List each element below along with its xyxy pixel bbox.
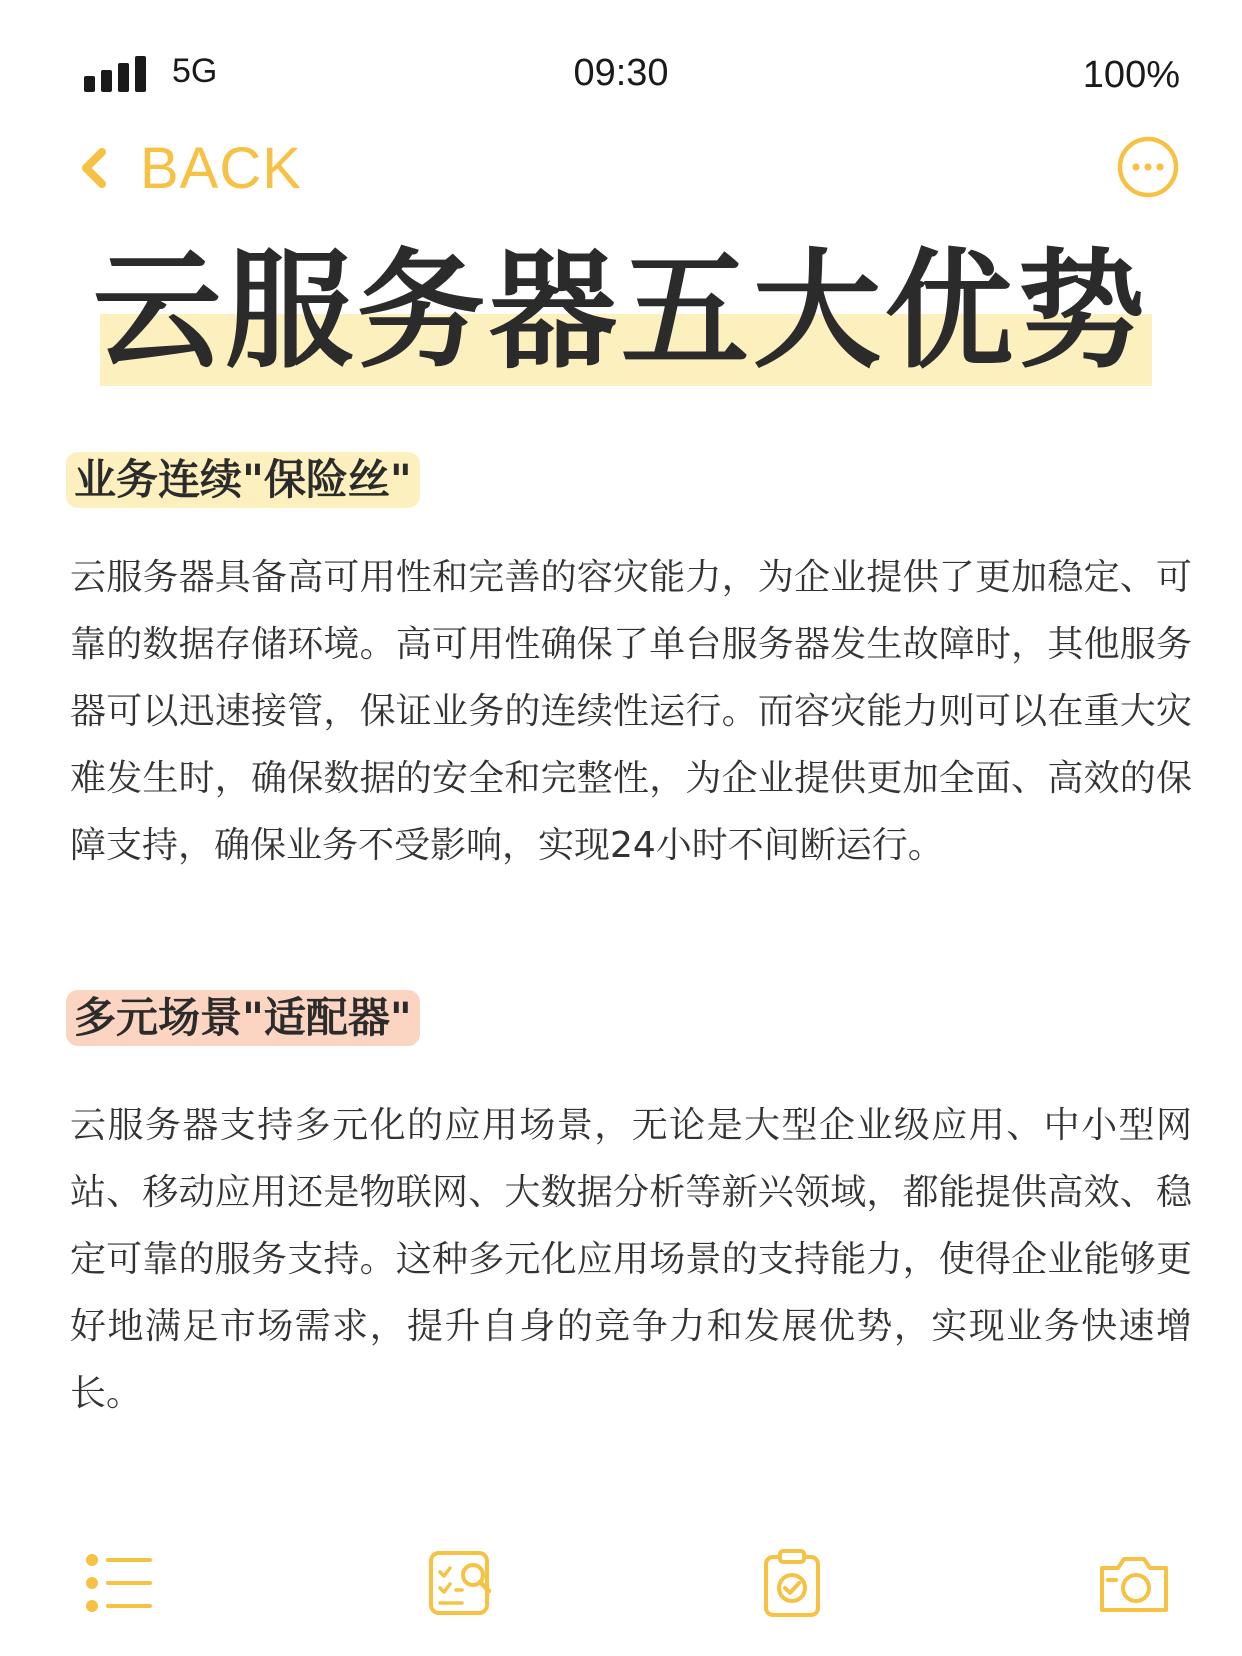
more-horizontal-icon[interactable] [1116, 135, 1180, 199]
back-button[interactable] [76, 128, 302, 208]
battery-level: 100% [1082, 54, 1180, 96]
section-heading-multi-scenario: 多元场景"适配器" [66, 990, 420, 1046]
section-heading-business-continuity: 业务连续"保险丝" [66, 452, 420, 508]
nav-bar [0, 128, 1242, 208]
status-time: 09:30 [573, 52, 669, 94]
checklist-search-icon[interactable] [428, 1548, 494, 1618]
status-bar [0, 44, 1242, 104]
camera-icon[interactable] [1096, 1548, 1172, 1618]
section-body-business-continuity: 云服务器具备高可用性和完善的容灾能力，为企业提供了更加稳定、可靠的数据存储环境。高可用性确保了单台服务器发生故障时，其他服务器可以迅速接管，保证业务的连续性运行。而容灾能力则可以在重大灾难发生时，确保数据的安全和完整性，为企业提供更加全面、高效的保障支持，确保业务不受影响，实现24小时不间断运行。 [70, 557, 1192, 866]
back-label: BACK [140, 135, 302, 201]
page-title: 云服务器五大优势 [92, 237, 1149, 386]
network-type: 5G [172, 52, 218, 90]
clipboard-check-icon[interactable] [762, 1548, 822, 1618]
section-body-multi-scenario: 云服务器支持多元化的应用场景，无论是大型企业级应用、中小型网站、移动应用还是物联网、大数据分析等新兴领域，都能提供高效、稳定可靠的服务支持。这种多元化应用场景的支持能力，使得企业能够更好地满足市场需求，提升自身的竞争力和发展优势，实现业务快速增长。 [70, 1105, 1192, 1414]
chevron-left-icon [76, 146, 110, 190]
page-title-block [0, 232, 1242, 392]
bottom-toolbar [0, 1548, 1242, 1618]
list-icon[interactable] [84, 1548, 154, 1618]
